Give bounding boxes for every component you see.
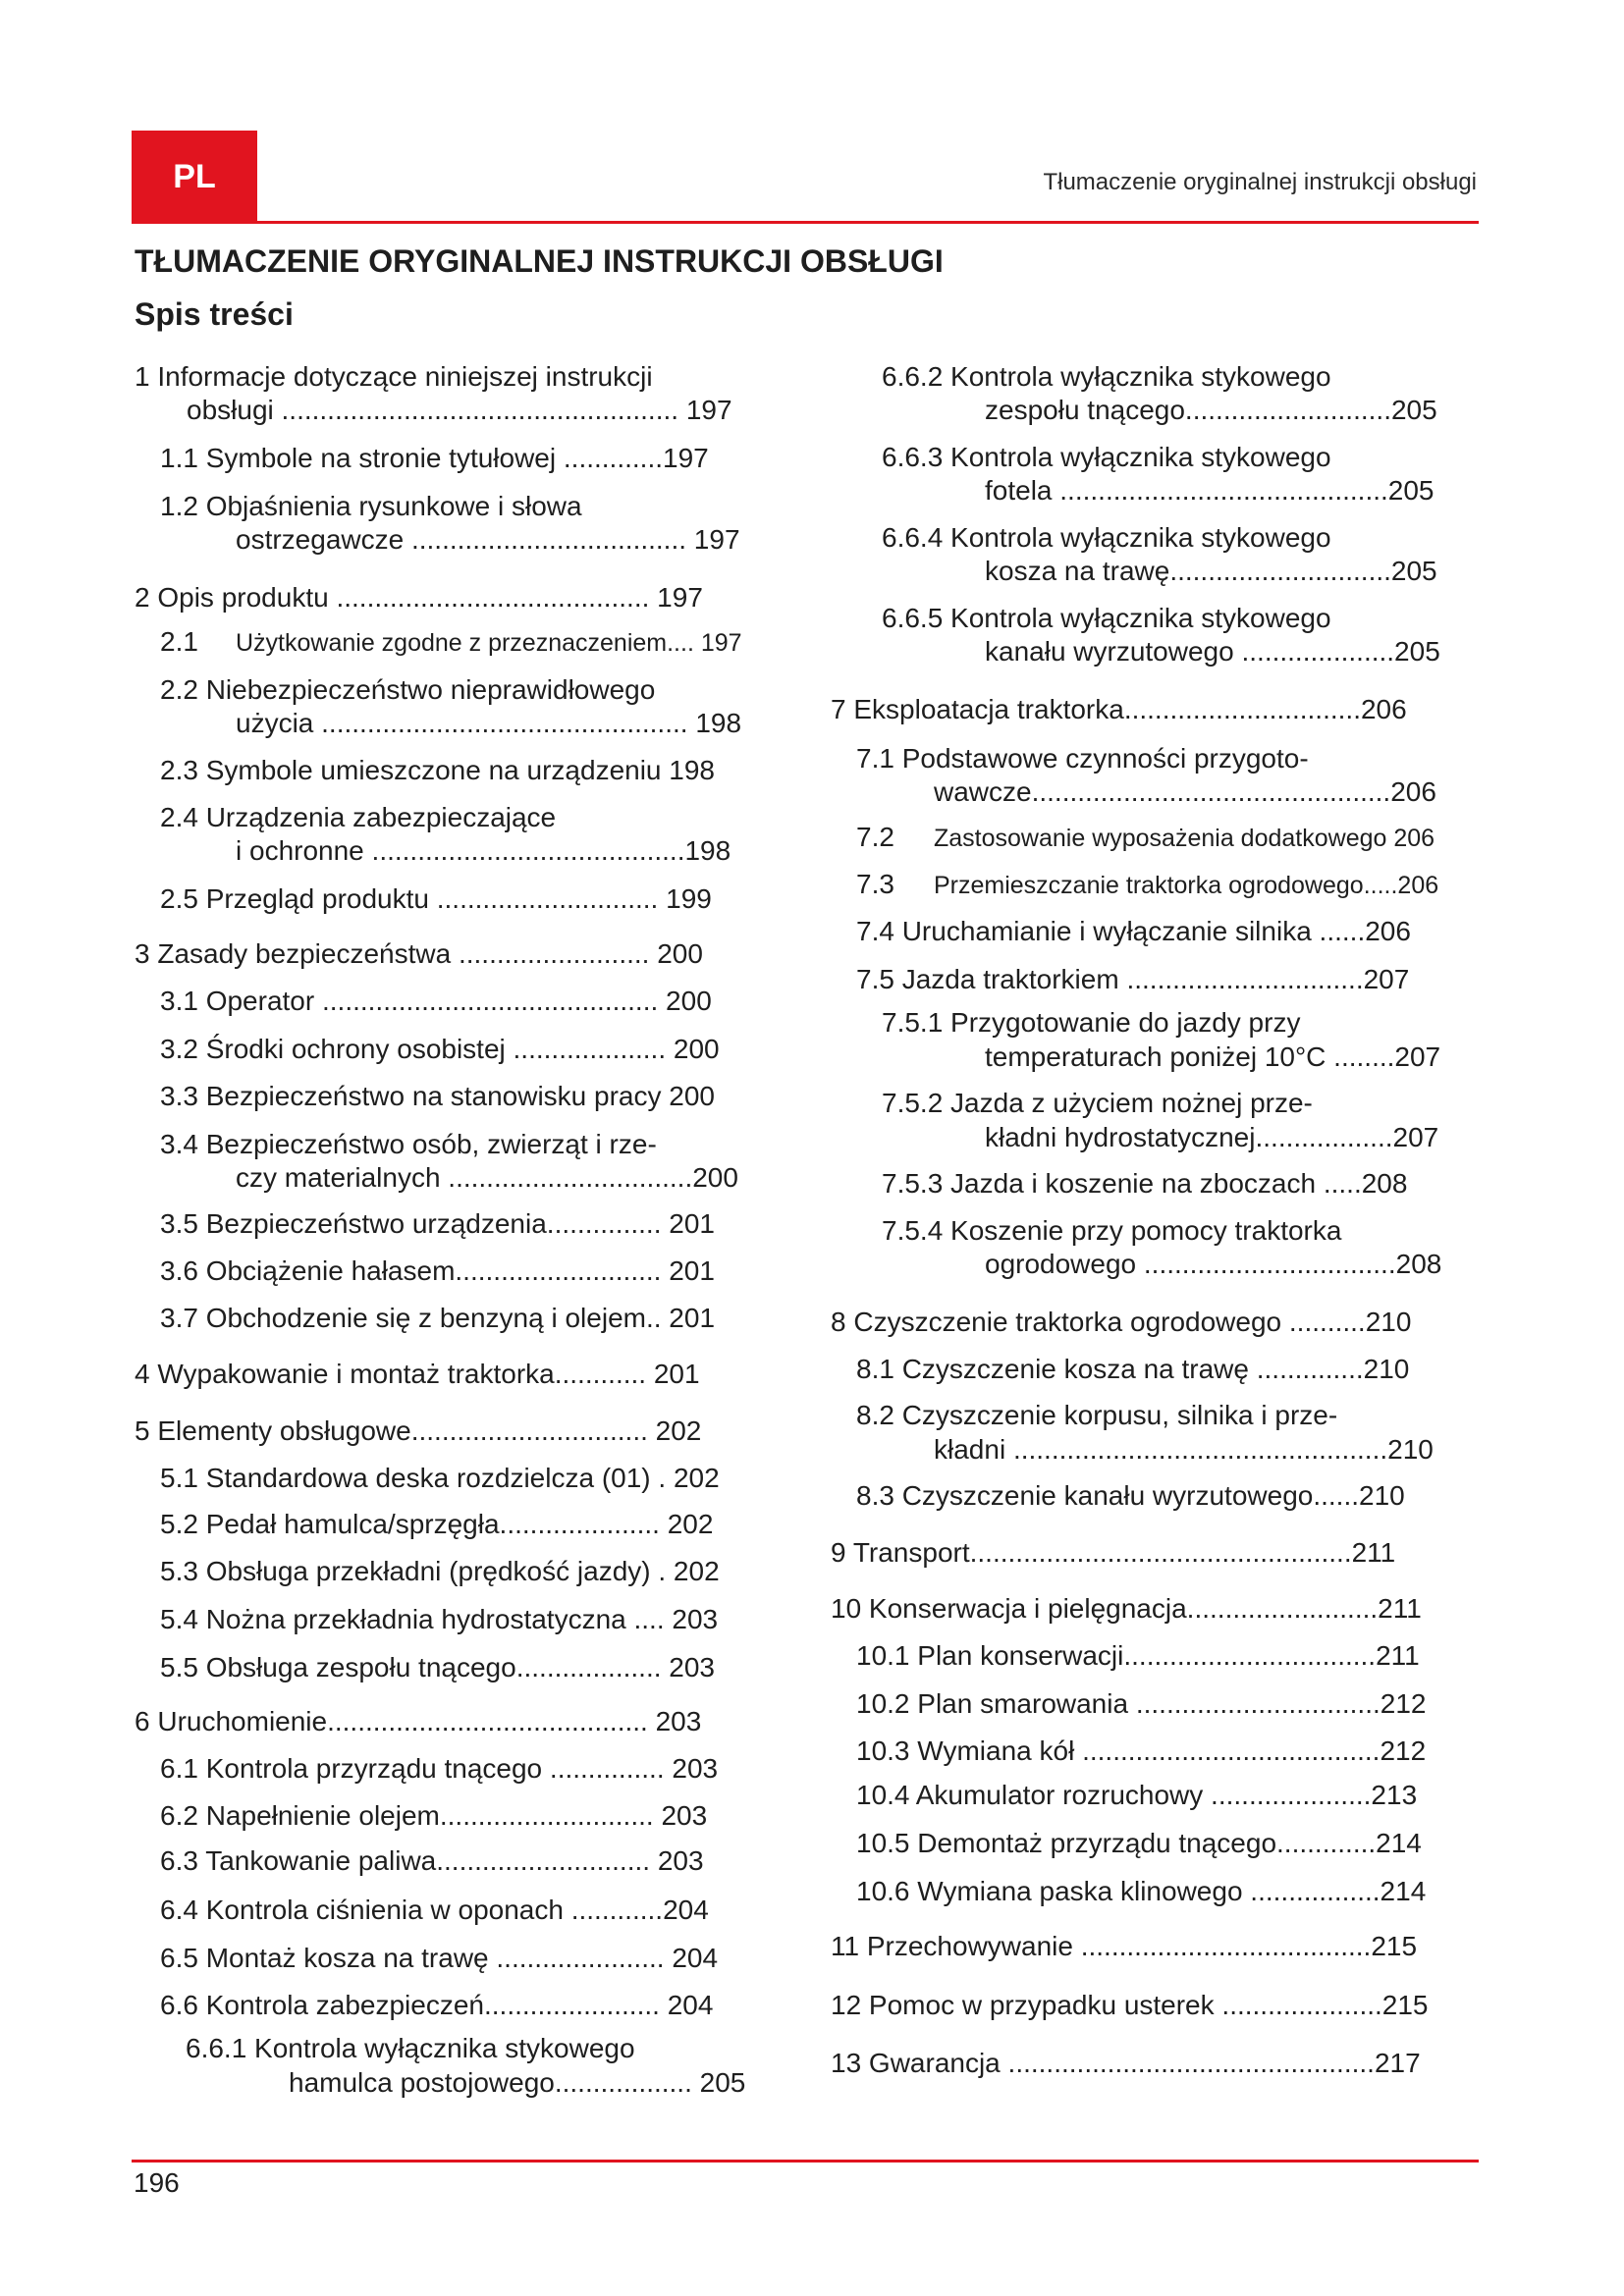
toc-entry[interactable]: 10.1 Plan konserwacji.................................211: [856, 1640, 1420, 1671]
toc-entry[interactable]: fotela ...........................................205: [985, 475, 1435, 506]
toc-entry[interactable]: 6 Uruchomienie.......................................... 203: [135, 1706, 702, 1736]
toc-entry[interactable]: 6.6 Kontrola zabezpieczeń....................... 204: [160, 1990, 714, 2020]
toc-entry[interactable]: 10 Konserwacja i pielęgnacja.........................211: [831, 1593, 1422, 1624]
toc-entry[interactable]: 11 Przechowywanie ......................................215: [831, 1931, 1418, 1961]
toc-entry[interactable]: 10.3 Wymiana kół .......................................212: [856, 1735, 1427, 1766]
toc-entry[interactable]: 6.3 Tankowanie paliwa............................ 203: [160, 1845, 704, 1876]
toc-entry[interactable]: 1 Informacje dotyczące niniejszej instrukcji: [135, 361, 653, 392]
toc-entry[interactable]: 13 Gwarancja ................................................217: [831, 2048, 1421, 2078]
toc-entry[interactable]: 2 Opis produktu ......................................... 197: [135, 582, 703, 613]
toc-entry[interactable]: 5.3 Obsługa przekładni (prędkość jazdy) . 202: [160, 1556, 720, 1586]
toc-entry[interactable]: 8.2 Czyszczenie korpusu, silnika i prze-: [856, 1400, 1338, 1430]
toc-entry[interactable]: 6.6.3 Kontrola wyłącznika stykowego: [882, 442, 1331, 472]
toc-entry[interactable]: 3.5 Bezpieczeństwo urządzenia............... 201: [160, 1208, 715, 1239]
toc-entry[interactable]: temperaturach poniżej 10°C ........207: [985, 1041, 1441, 1072]
toc-entry[interactable]: Przemieszczanie traktorka ogrodowego.....206: [934, 872, 1439, 899]
toc-entry[interactable]: 7.5.4 Koszenie przy pomocy traktorka: [882, 1215, 1342, 1246]
toc-entry[interactable]: 6.2 Napełnienie olejem............................ 203: [160, 1800, 708, 1831]
toc-entry[interactable]: 5.2 Pedał hamulca/sprzęgła..................... 202: [160, 1509, 714, 1539]
toc-entry[interactable]: 3.4 Bezpieczeństwo osób, zwierząt i rze-: [160, 1129, 657, 1159]
toc-entry[interactable]: 5.4 Nożna przekładnia hydrostatyczna .... 203: [160, 1604, 719, 1634]
language-badge: PL: [132, 131, 257, 223]
footer-divider: [132, 2160, 1479, 2163]
toc-entry[interactable]: 7.4 Uruchamianie i wyłączanie silnika ......206: [856, 916, 1411, 946]
toc-entry[interactable]: obsługi .................................................... 197: [187, 395, 732, 425]
toc-entry[interactable]: 3.3 Bezpieczeństwo na stanowisku pracy 200: [160, 1081, 715, 1111]
document-title: TŁUMACZENIE ORYGINALNEJ INSTRUKCJI OBSŁUGI: [135, 243, 944, 279]
toc-entry[interactable]: ostrzegawcze .................................... 197: [236, 524, 740, 555]
toc-heading: Spis treści: [135, 296, 294, 332]
toc-entry[interactable]: 2.2 Niebezpieczeństwo nieprawidłowego: [160, 674, 656, 705]
toc-entry-number[interactable]: 2.1: [160, 626, 198, 657]
toc-entry[interactable]: 2.4 Urządzenia zabezpieczające: [160, 802, 557, 832]
toc-entry[interactable]: 12 Pomoc w przypadku usterek .....................215: [831, 1990, 1429, 2020]
toc-entry[interactable]: 10.4 Akumulator rozruchowy .....................213: [856, 1780, 1418, 1810]
toc-entry[interactable]: 9 Transport..................................................211: [831, 1537, 1396, 1568]
toc-entry[interactable]: 2.5 Przegląd produktu ............................. 199: [160, 883, 712, 914]
toc-entry[interactable]: kładni .................................................210: [934, 1434, 1434, 1465]
toc-entry[interactable]: 8.3 Czyszczenie kanału wyrzutowego......210: [856, 1480, 1405, 1511]
toc-entry[interactable]: 4 Wypakowanie i montaż traktorka............ 201: [135, 1359, 700, 1389]
toc-entry[interactable]: użycia ................................................ 198: [236, 708, 742, 738]
toc-entry[interactable]: 6.6.1 Kontrola wyłącznika stykowego: [186, 2033, 635, 2063]
toc-entry[interactable]: kanału wyrzutowego ....................205: [985, 636, 1440, 667]
toc-entry[interactable]: 6.6.2 Kontrola wyłącznika stykowego: [882, 361, 1331, 392]
toc-entry[interactable]: kładni hydrostatycznej..................207: [985, 1122, 1439, 1152]
toc-entry-number[interactable]: 7.3: [856, 869, 894, 899]
toc-entry[interactable]: 3.1 Operator ............................................ 200: [160, 986, 712, 1016]
toc-entry[interactable]: 7 Eksploatacja traktorka...............................206: [831, 694, 1407, 724]
toc-entry[interactable]: 3 Zasady bezpieczeństwa ......................... 200: [135, 938, 703, 969]
toc-entry[interactable]: 10.5 Demontaż przyrządu tnącego.............214: [856, 1828, 1422, 1858]
toc-entry[interactable]: 6.4 Kontrola ciśnienia w oponach ............204: [160, 1895, 709, 1925]
toc-entry[interactable]: 7.1 Podstawowe czynności przygoto-: [856, 743, 1309, 774]
toc-entry[interactable]: 10.2 Plan smarowania ................................212: [856, 1688, 1427, 1719]
toc-entry[interactable]: 10.6 Wymiana paska klinowego .................214: [856, 1876, 1427, 1906]
toc-entry[interactable]: 7.5.3 Jazda i koszenie na zboczach .....208: [882, 1168, 1408, 1199]
toc-entry[interactable]: 6.1 Kontrola przyrządu tnącego ............... 203: [160, 1753, 719, 1784]
toc-entry[interactable]: 5.5 Obsługa zespołu tnącego................... 203: [160, 1652, 716, 1682]
toc-entry[interactable]: 1.2 Objaśnienia rysunkowe i słowa: [160, 491, 582, 521]
toc-entry[interactable]: wawcze...............................................206: [934, 776, 1436, 807]
toc-entry[interactable]: i ochronne .........................................198: [236, 835, 731, 866]
toc-entry[interactable]: 6.6.4 Kontrola wyłącznika stykowego: [882, 522, 1331, 553]
toc-entry[interactable]: Użytkowanie zgodne z przeznaczeniem.... 197: [236, 629, 742, 657]
toc-entry[interactable]: zespołu tnącego...........................205: [985, 395, 1437, 425]
toc-entry[interactable]: 7.5 Jazda traktorkiem ...............................207: [856, 964, 1410, 994]
page-number: 196: [134, 2167, 180, 2198]
toc-entry[interactable]: 6.6.5 Kontrola wyłącznika stykowego: [882, 603, 1331, 633]
toc-entry[interactable]: 3.2 Środki ochrony osobistej .................... 200: [160, 1034, 720, 1064]
toc-entry[interactable]: 1.1 Symbole na stronie tytułowej .............197: [160, 443, 709, 473]
toc-entry[interactable]: 6.5 Montaż kosza na trawę ...................... 204: [160, 1943, 719, 1973]
toc-entry[interactable]: kosza na trawę.............................205: [985, 556, 1437, 586]
toc-entry[interactable]: czy materialnych ................................200: [236, 1162, 738, 1193]
toc-entry[interactable]: 7.5.1 Przygotowanie do jazdy przy: [882, 1007, 1301, 1038]
toc-entry[interactable]: Zastosowanie wyposażenia dodatkowego 206: [934, 825, 1435, 852]
toc-entry[interactable]: ogrodowego .................................208: [985, 1249, 1442, 1279]
toc-entry[interactable]: 3.6 Obciążenie hałasem........................... 201: [160, 1255, 715, 1286]
toc-entry-number[interactable]: 7.2: [856, 822, 894, 852]
toc-entry[interactable]: hamulca postojowego.................. 205: [289, 2067, 746, 2098]
header-divider: [132, 221, 1479, 224]
toc-entry[interactable]: 7.5.2 Jazda z użyciem nożnej prze-: [882, 1088, 1313, 1118]
toc-entry[interactable]: 3.7 Obchodzenie się z benzyną i olejem.. 201: [160, 1303, 716, 1333]
toc-entry[interactable]: 2.3 Symbole umieszczone na urządzeniu 198: [160, 755, 716, 785]
toc-entry[interactable]: 8 Czyszczenie traktorka ogrodowego ..........210: [831, 1307, 1412, 1337]
toc-entry[interactable]: 8.1 Czyszczenie kosza na trawę ..............210: [856, 1354, 1410, 1384]
toc-entry[interactable]: 5.1 Standardowa deska rozdzielcza (01) . 202: [160, 1463, 720, 1493]
toc-entry[interactable]: 5 Elementy obsługowe............................... 202: [135, 1415, 702, 1446]
running-header-title: Tłumaczenie oryginalnej instrukcji obsługi: [1043, 169, 1477, 195]
